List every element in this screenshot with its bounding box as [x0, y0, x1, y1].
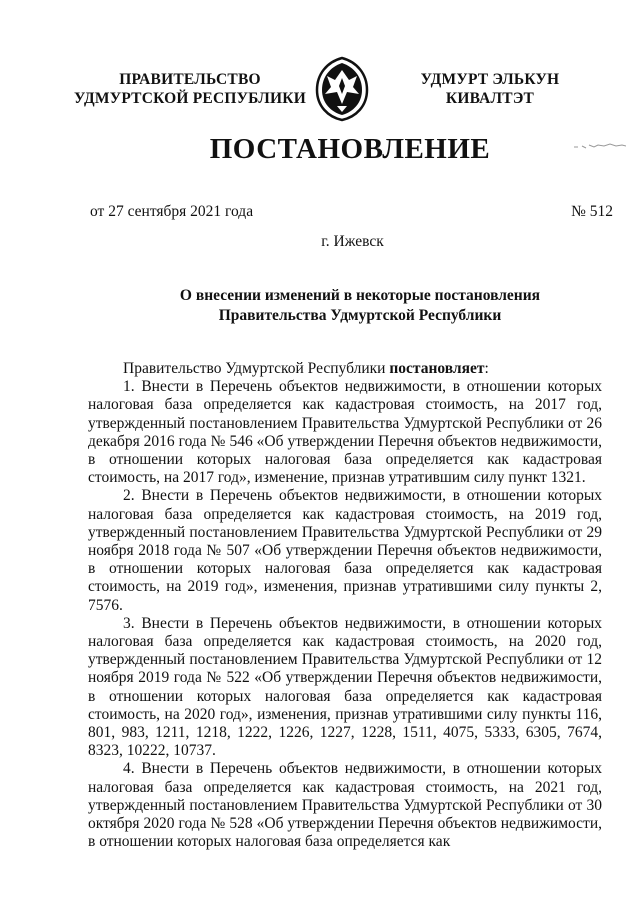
clause-paragraph-1: 1. Внести в Перечень объектов недвижимости, в отношении которых налоговая база определяется как кадастровая стоимость, на 2017 год, утвержденный постановлением Правительства Удмуртской Республики от 26 декабря 2016 года № 546 «Об утверждении Перечня объектов недвижимости, в отношении которых налоговая база определяется как кадастровая стоимость, на 2017 год», изменение, признав утратившим силу пункт 1321. — [88, 378, 602, 487]
subject-line2: Правительства Удмуртской Республики — [218, 307, 502, 324]
clause-paragraph-3: 3. Внести в Перечень объектов недвижимости, в отношении которых налоговая база определяется как кадастровая стоимость, на 2020 год, утвержденный постановлением Правительства Удмуртской Республики от 12 ноября 2019 года № 522 «Об утверждении Перечня объектов недвижимости, в отношении которых налоговая база определяется как кадастровая стоимость, на 2020 год», изменения, признав утратившими силу пункты 116, 801, 983, 1211, 1218, 1222, 1226, 1227, 1228, 1511, 4075, 5333, 6305, 7674, 8323, 10222, 10737. — [88, 614, 602, 760]
header-left-line1: ПРАВИТЕЛЬСТВО — [119, 71, 261, 88]
header-left — [70, 70, 310, 108]
header-right-line2: КИВАЛТЭТ — [445, 90, 535, 107]
clause-paragraph-2: 2. Внести в Перечень объектов недвижимости, в отношении которых налоговая база определяется как кадастровая стоимость, на 2019 год, утвержденный постановлением Правительства Удмуртской Республики от 29 ноября 2018 года № 507 «Об утверждении Перечня объектов недвижимости, в отношении которых налоговая база определяется как кадастровая стоимость, на 2019 год», изменения, признав утратившими силу пункты 2, 7576. — [88, 487, 602, 614]
subject-line1: О внесении изменений в некоторые постановления — [179, 287, 541, 304]
header-right-line1: УДМУРТ ЭЛЬКУН — [420, 71, 560, 88]
document-subject — [110, 286, 610, 326]
scan-artifact-mark — [574, 142, 626, 150]
lead-decree-word: постановляет — [389, 360, 485, 377]
clause-paragraph-4: 4. Внести в Перечень объектов недвижимости, в отношении которых налоговая база определяется как кадастровая стоимость, на 2021 год, утвержденный постановлением Правительства Удмуртской Республики от 30 октября 2020 года № 528 «Об утверждении Перечня объектов недвижимости, в отношении которых налоговая база определяется как — [88, 760, 602, 851]
document-number: № 512 — [571, 203, 613, 220]
header-left-line2: УДМУРТСКОЙ РЕСПУБЛИКИ — [74, 90, 306, 107]
header-right — [380, 70, 600, 108]
lead-paragraph — [88, 360, 602, 378]
document-title: ПОСТАНОВЛЕНИЕ — [209, 133, 491, 165]
lead-text: Правительство Удмуртской Республики — [123, 360, 390, 377]
document-date: от 27 сентября 2021 года — [90, 203, 254, 220]
udmurt-coat-of-arms-icon — [313, 56, 371, 122]
lead-colon: : — [484, 360, 489, 377]
document-body — [88, 360, 602, 851]
document-city: г. Ижевск — [321, 233, 384, 250]
